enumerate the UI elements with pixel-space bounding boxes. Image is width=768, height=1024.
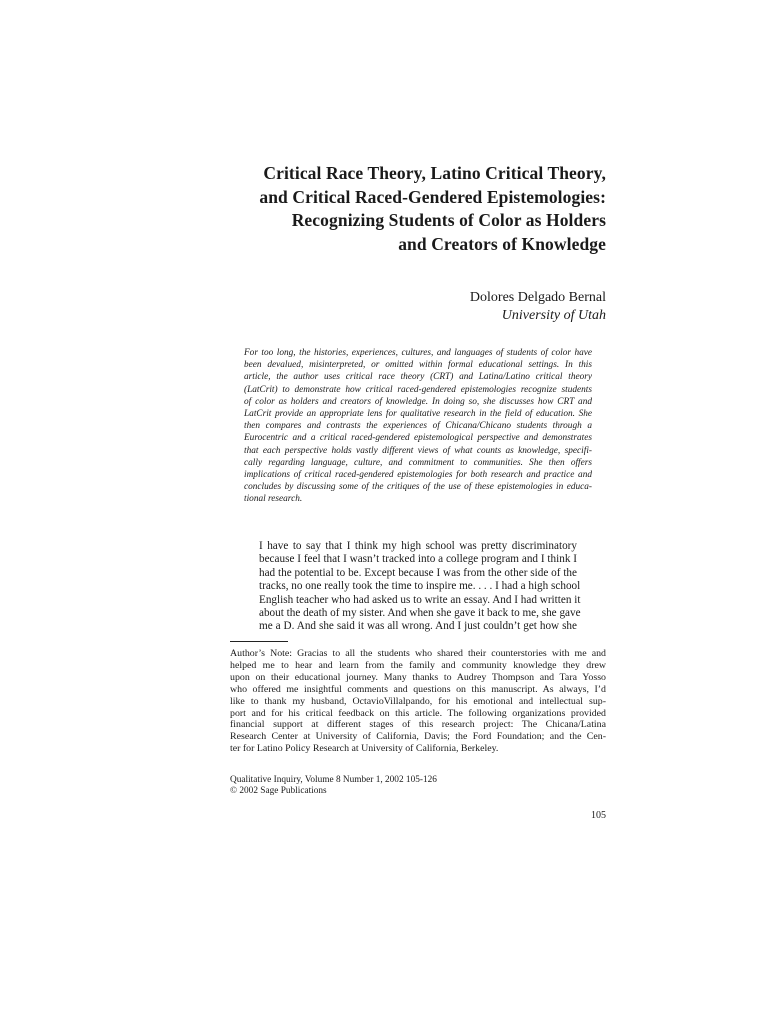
abstract-line: For too long, the histories, experiences, cultures, and languages of students of color have: [244, 348, 592, 358]
author-name: Dolores Delgado Bernal: [469, 290, 606, 305]
journal-citation: [230, 775, 437, 798]
abstract-line: LatCrit provide an appropriate lens for qualitative research in the field of education. She: [244, 409, 592, 420]
quote-line: had the potential to be. Except because I was from the other side of the: [259, 566, 577, 579]
title-line: Recognizing Students of Color as Holders: [291, 210, 606, 230]
title-line: Critical Race Theory, Latino Critical Theory,: [263, 163, 606, 183]
journal-line: Qualitative Inquiry, Volume 8 Number 1, 2002 105-126: [230, 775, 437, 785]
quote-line: English teacher who had asked us to write an essay. And I had written it: [259, 593, 581, 606]
abstract-line: tional research.: [244, 494, 303, 505]
abstract-line: cally regarding language, culture, and commitment to communities. She then offers: [244, 457, 592, 468]
quote-line: me a D. And she said it was all wrong. And I just couldn’t get how she: [259, 620, 577, 633]
abstract-line: been devalued, misinterpreted, or omitted within formal educational settings. In this: [244, 360, 592, 371]
author-affiliation: University of Utah: [501, 308, 606, 323]
note-line: upon on their educational journey. Many thanks to Audrey Thompson and Tara Yosso: [230, 671, 606, 683]
article-title: [186, 162, 606, 256]
abstract-line: that each perspective holds vastly different views of what counts as knowledge, specifi-: [244, 445, 592, 456]
abstract-line: then compares and contrasts the experiences of Chicana/Chicano students through a: [244, 421, 592, 432]
footnote-rule: [230, 641, 288, 642]
abstract-line: of color as holders and creators of knowledge. In doing so, she discusses how CRT and: [244, 396, 592, 407]
copyright-line: © 2002 Sage Publications: [230, 786, 327, 797]
note-line: ter for Latino Policy Research at University of California, Berkeley.: [230, 743, 499, 755]
quote-line: I have to say that I think my high school was pretty discriminatory: [259, 540, 577, 552]
block-quote: [259, 540, 581, 634]
quote-line: because I feel that I wasn’t tracked into a college program and I think I: [259, 553, 577, 566]
author-block: [470, 289, 606, 325]
note-line: Author’s Note: Gracias to all the students who shared their counterstories with me and: [230, 648, 606, 659]
note-line: who offered me insightful comments and questions on this manuscript. As always, I’d: [230, 683, 606, 695]
quote-line: tracks, no one really took the time to inspire me. . . . I had a high school: [259, 580, 581, 593]
abstract-line: (LatCrit) to demonstrate how critical raced-gendered epistemologies recognize students: [244, 384, 592, 395]
note-line: like to thank my husband, OctavioVillalpando, for his emotional and intellectual sup-: [230, 695, 606, 707]
note-line: Research Center at University of California, Davis; the Ford Foundation; and the Cen-: [230, 731, 606, 743]
abstract-line: article, the author uses critical race theory (CRT) and Latina/Latino critical theory: [244, 372, 592, 383]
title-line: and Critical Raced-Gendered Epistemologies:: [259, 186, 606, 207]
abstract: [244, 347, 592, 506]
abstract-line: concludes by discussing some of the critiques of the use of these epistemologies in educa-: [244, 482, 592, 493]
note-line: financial support at different stages of this research project: The Chicana/Latina: [230, 719, 606, 731]
abstract-line: Eurocentric and a critical raced-gendered epistemological perspective and demonstrates: [244, 433, 592, 444]
note-line: port and for his critical feedback on this article. The following organizations provided: [230, 707, 606, 719]
title-line: and Creators of Knowledge: [398, 233, 606, 254]
abstract-line: implications of critical raced-gendered epistemologies for both research and practice and: [244, 470, 592, 481]
quote-line: about the death of my sister. And when she gave it back to me, she gave: [259, 607, 581, 620]
page-number: 105: [591, 810, 606, 821]
note-line: helped me to hear and learn from the family and community knowledge they drew: [230, 659, 606, 671]
authors-note: [230, 648, 606, 755]
